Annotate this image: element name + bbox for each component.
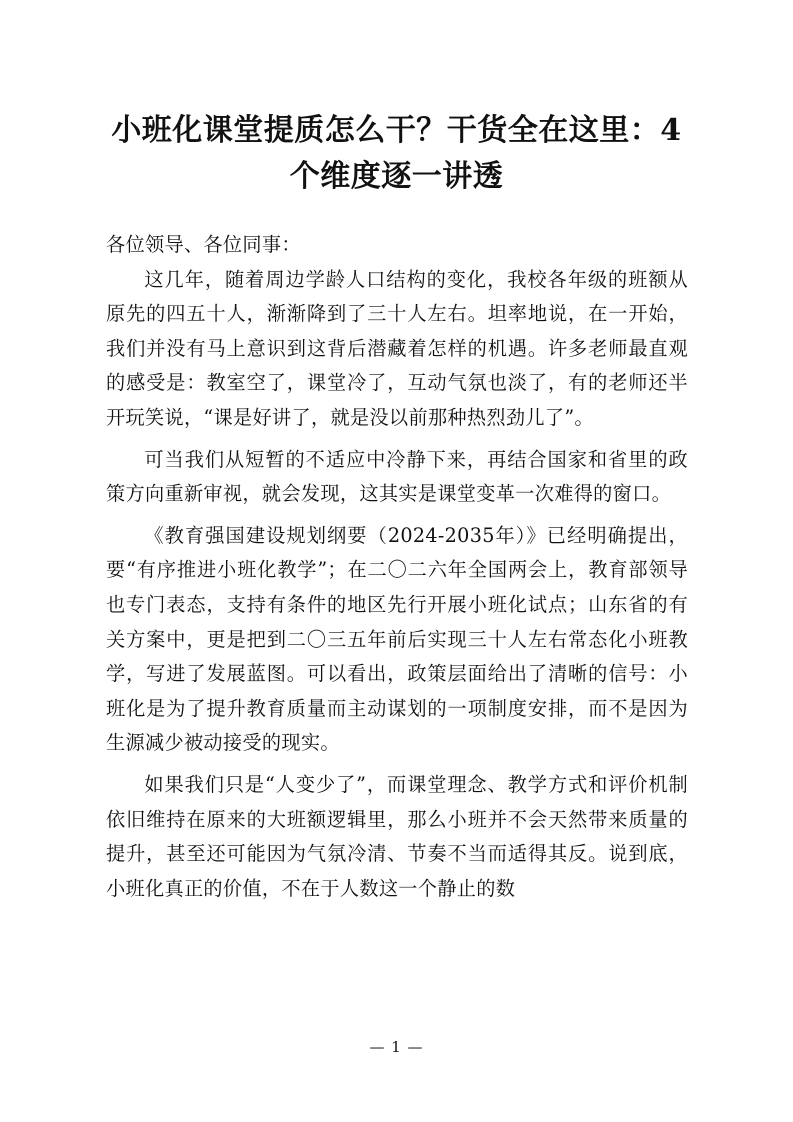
document-title: 小班化课堂提质怎么干？干货全在这里：4个维度逐一讲透 [111, 113, 682, 194]
paragraph: 如果我们只是“人变少了”，而课堂理念、教学方式和评价机制依旧维持在原来的大班额逻辑里，那么小班并不会天然带来质量的提升，甚至还可能因为气氛冷清、节奏不当而适得其反。说到底，小班化真正的价值，不在于人数这一个静止的数 [106, 772, 688, 900]
paragraph: 这几年，随着周边学龄人口结构的变化，我校各年级的班额从原先的四五十人，渐渐降到了三十人左右。坦率地说，在一开始，我们并没有马上意识到这背后潜藏着怎样的机遇。许多老师最直观的感受是：教室空了，课堂冷了，互动气氛也淡了，有的老师还半开玩笑说，“课是好讲了，就是没以前那种热烈劲儿了”。 [106, 267, 688, 429]
salutation: 各位领导、各位同事： [106, 233, 301, 256]
paragraph: 《教育强国建设规划纲要（2024-2035年）》已经明确提出，要“有序推进小班化教学”；在二〇二六年全国两会上，教育部领导也专门表态，支持有条件的地区先行开展小班化试点；山东省的有关方案中，更是把到二〇三五年前后实现三十人左右常态化小班教学，写进了发展蓝图。可以看出，政策层面给出了清晰的信号：小班化是为了提升教育质量而主动谋划的一项制度安排，而不是因为生源减少被动接受的现实。 [106, 523, 688, 755]
page-number: — 1 — [369, 1038, 424, 1056]
paragraph: 可当我们从短暂的不适应中冷静下来，再结合国家和省里的政策方向重新审视，就会发现，这其实是课堂变革一次难得的窗口。 [106, 447, 688, 506]
document-body [106, 228, 688, 906]
